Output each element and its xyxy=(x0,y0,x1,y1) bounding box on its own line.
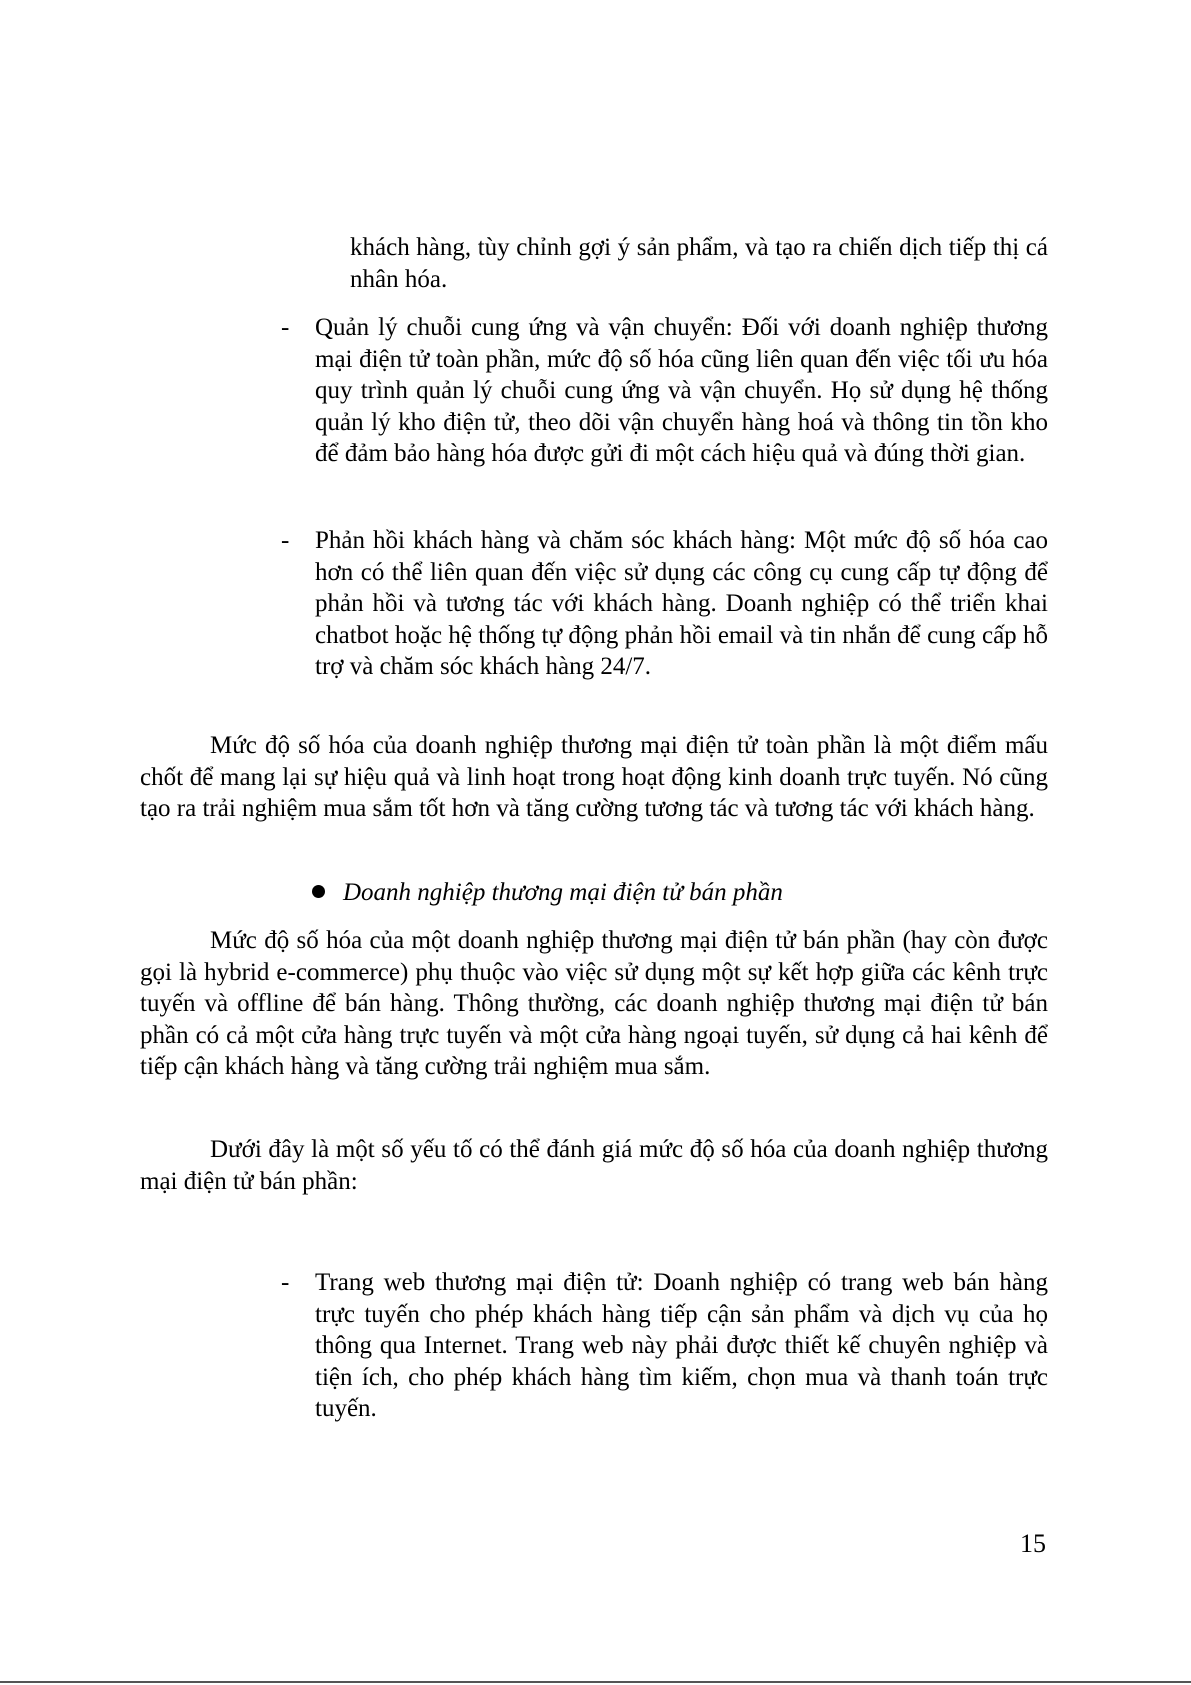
list-item xyxy=(281,525,1048,683)
list-dash: - xyxy=(281,314,290,341)
continuation-text: khách hàng, tùy chỉnh gợi ý sản phẩm, và tạo ra chiến dịch tiếp thị cá nhân hóa. xyxy=(350,234,1048,293)
list-item xyxy=(281,1267,1048,1425)
list-dash: - xyxy=(281,527,290,554)
list-item-text: Phản hồi khách hàng và chăm sóc khách hàng: Một mức độ số hóa cao hơn có thể liên quan đến việc sử dụng các công cụ cung cấp tự động để phản hồi và tương tác với khách hàng. Doanh nghiệp có thể triển khai chatbot hoặc hệ thống tự động phản hồi email và tin nhắn để cung cấp hỗ trợ và chăm sóc khách hàng 24/7. xyxy=(315,527,1048,680)
bullet-dot-icon xyxy=(312,885,325,898)
bullet-heading xyxy=(312,877,783,909)
page-number: 15 xyxy=(1020,1529,1046,1558)
list-dash: - xyxy=(281,1269,290,1296)
list-item-text: Quản lý chuỗi cung ứng và vận chuyển: Đối với doanh nghiệp thương mại điện tử toàn phần, mức độ số hóa cũng liên quan đến việc tối ưu hóa quy trình quản lý chuỗi cung ứng và vận chuyển. Họ sử dụng hệ thống quản lý kho điện tử, theo dõi vận chuyển hàng hoá và thông tin tồn kho để đảm bảo hàng hóa được gửi đi một cách hiệu quả và đúng thời gian. xyxy=(315,314,1048,467)
bullet-heading-text: Doanh nghiệp thương mại điện tử bán phần xyxy=(343,879,783,906)
paragraph-summary: Mức độ số hóa của doanh nghiệp thương mại điện tử toàn phần là một điểm mấu chốt để mang lại sự hiệu quả và linh hoạt trong hoạt động kinh doanh trực tuyến. Nó cũng tạo ra trải nghiệm mua sắm tốt hơn và tăng cường tương tác và tương tác với khách hàng. xyxy=(140,732,1048,822)
bottom-edge-divider xyxy=(0,1681,1191,1683)
paragraph-hybrid: Mức độ số hóa của một doanh nghiệp thương mại điện tử bán phần (hay còn được gọi là hybrid e-commerce) phụ thuộc vào việc sử dụng một sự kết hợp giữa các kênh trực tuyến và offline để bán hàng. Thông thường, các doanh nghiệp thương mại điện tử bán phần có cả một cửa hàng trực tuyến và một cửa hàng ngoại tuyến, sử dụng cả hai kênh để tiếp cận khách hàng và tăng cường trải nghiệm mua sắm. xyxy=(140,927,1048,1080)
list-item-text: Trang web thương mại điện tử: Doanh nghiệp có trang web bán hàng trực tuyến cho phép khách hàng tiếp cận sản phẩm và dịch vụ của họ thông qua Internet. Trang web này phải được thiết kế chuyên nghiệp và tiện ích, cho phép khách hàng tìm kiếm, chọn mua và thanh toán trực tuyến. xyxy=(315,1269,1048,1422)
list-item xyxy=(281,312,1048,470)
paragraph-factors: Dưới đây là một số yếu tố có thể đánh giá mức độ số hóa của doanh nghiệp thương mại điện tử bán phần: xyxy=(140,1136,1048,1195)
